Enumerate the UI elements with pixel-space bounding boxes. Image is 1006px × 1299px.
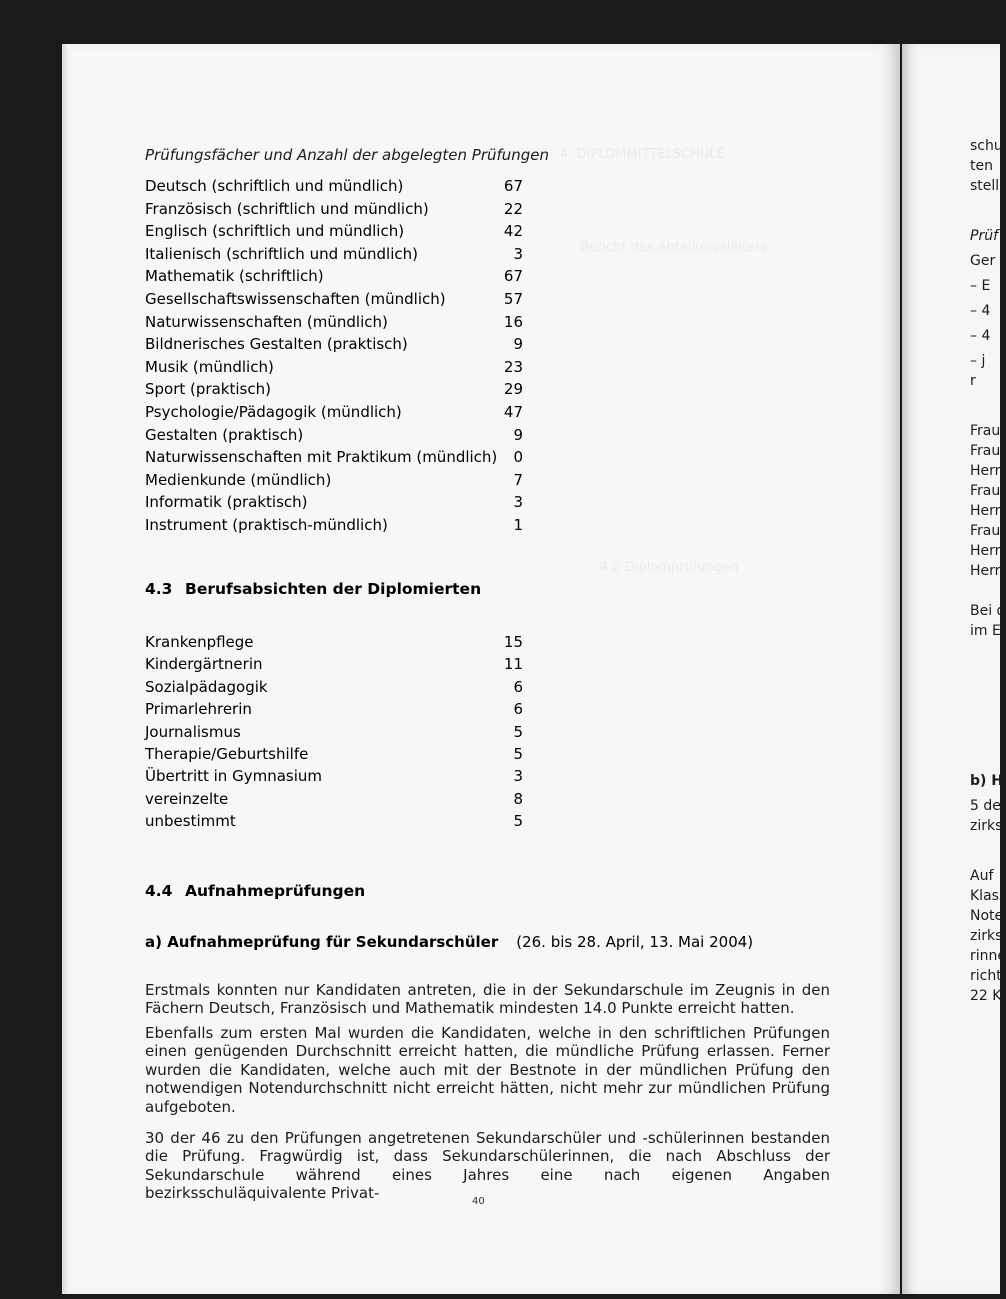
right-page-text-fragment: stell bbox=[970, 178, 1000, 194]
right-page-text-fragment: Klass bbox=[970, 888, 1006, 904]
exam-subject-row-count: 1 bbox=[513, 515, 523, 534]
exam-subject-row-label: Deutsch (schriftlich und mündlich) bbox=[145, 177, 404, 195]
career-row-count: 5 bbox=[513, 812, 523, 831]
career-row-count: 5 bbox=[513, 722, 523, 741]
show-through-text: 4.2 Diplomprüfungen bbox=[600, 560, 739, 575]
right-page-text-fragment: Ger bbox=[970, 253, 996, 269]
right-page-text-fragment: b) H bbox=[970, 773, 1004, 789]
paragraph: 30 der 46 zu den Prüfungen angetretenen Sekundarschüler und -schülerinnen bestanden die Prüfung. Fragwürdig ist, dass Sekundarschülerinnen, die nach Abschluss der Sekundarschule während eines Jahres eine nach eigenen Angaben bezirksschuläquivalente Privat- bbox=[145, 1129, 830, 1203]
exam-subject-row-label: Italienisch (schriftlich und mündlich) bbox=[145, 244, 418, 263]
right-page-text-fragment: zirks bbox=[970, 818, 1003, 834]
exam-subject-row-count: 67 bbox=[503, 267, 523, 286]
right-page-text-fragment: richt bbox=[970, 968, 1002, 984]
section-number: 4.3 bbox=[145, 580, 173, 598]
exam-subject-row-label: Mathematik (schriftlich) bbox=[145, 267, 324, 286]
exam-subject-row-label: Medienkunde (mündlich) bbox=[145, 470, 332, 489]
right-page-text-fragment: 5 de bbox=[970, 798, 1001, 814]
right-page-text-fragment: ten bbox=[970, 158, 993, 174]
exam-table-title: Prüfungsfächer und Anzahl der abgelegten Prüfungen bbox=[145, 146, 550, 164]
right-page-text-fragment: Frau bbox=[970, 423, 1001, 439]
exam-subject-row-count: 3 bbox=[513, 244, 523, 263]
career-row-count: 15 bbox=[503, 633, 523, 651]
section-heading-4-3 bbox=[145, 580, 481, 598]
right-page-text-fragment: Auf bbox=[970, 868, 994, 884]
career-row-count: 6 bbox=[513, 677, 523, 696]
career-row-count: 5 bbox=[513, 744, 523, 763]
subsection-title: a) Aufnahmeprüfung für Sekundarschüler bbox=[145, 933, 499, 951]
exam-subject-row-label: Instrument (praktisch-mündlich) bbox=[145, 515, 388, 534]
exam-subject-row-label: Bildnerisches Gestalten (praktisch) bbox=[145, 335, 408, 354]
right-page-text-fragment: Herr bbox=[970, 463, 1001, 479]
right-page-text-fragment: Frau bbox=[970, 443, 1001, 459]
career-row-label: unbestimmt bbox=[145, 812, 236, 831]
right-page-text-fragment: schu bbox=[970, 138, 1003, 154]
right-page-text-fragment: Herr bbox=[970, 543, 1001, 559]
right-page-text-fragment: Bei d bbox=[970, 603, 1006, 619]
show-through-text: Bericht des Abteilungsleiters bbox=[580, 240, 768, 255]
page-number: 40 bbox=[472, 1196, 485, 1207]
career-row-label: Journalismus bbox=[145, 722, 241, 741]
section-number: 4.4 bbox=[145, 882, 173, 900]
exam-subject-row-count: 16 bbox=[503, 312, 523, 331]
exam-subject-row-label: Naturwissenschaften (mündlich) bbox=[145, 312, 388, 331]
exam-subject-row-count: 67 bbox=[503, 177, 523, 195]
section-heading-4-4 bbox=[145, 882, 365, 900]
right-page-text-fragment: rinne bbox=[970, 948, 1006, 964]
right-page-text-fragment: Prüf bbox=[970, 228, 998, 244]
paragraph: Ebenfalls zum ersten Mal wurden die Kandidaten, welche in den schriftlichen Prüfungen einen genügenden Durchschnitt erreicht hatten, die mündliche Prüfung erlassen. Ferner wurden die Kandidaten, welche auch mit der Bestnote in der mündlichen Prüfung den notwendigen Notendurchschnitt nicht erreicht hätten, nicht mehr zur mündlichen Prüfung aufgeboten. bbox=[145, 1024, 830, 1116]
career-row-count: 6 bbox=[513, 700, 523, 719]
exam-subject-row-label: Französisch (schriftlich und mündlich) bbox=[145, 199, 429, 218]
exam-subject-row-count: 9 bbox=[513, 425, 523, 444]
career-row-label: Kindergärtnerin bbox=[145, 655, 263, 674]
career-row-label: vereinzelte bbox=[145, 789, 229, 808]
career-row-label: Übertritt in Gymnasium bbox=[145, 767, 322, 786]
exam-subject-row-label: Sport (praktisch) bbox=[145, 380, 271, 399]
right-page-text-fragment: Frau bbox=[970, 483, 1001, 499]
right-page-text-fragment: 22 K bbox=[970, 988, 1002, 1004]
right-page-fragment bbox=[902, 44, 1006, 1294]
career-row-label: Sozialpädagogik bbox=[145, 677, 268, 696]
show-through-text: 4. DIPLOMMITTELSCHULE bbox=[560, 147, 725, 162]
page-edge-shadow bbox=[62, 44, 70, 1294]
exam-subject-row-label: Informatik (praktisch) bbox=[145, 493, 308, 512]
right-page-text-fragment: Herr bbox=[970, 563, 1001, 579]
career-row-label: Krankenpflege bbox=[145, 633, 254, 651]
exam-subject-row-count: 0 bbox=[513, 448, 523, 467]
career-row-label: Therapie/Geburtshilfe bbox=[145, 744, 309, 763]
right-page-text-fragment: r bbox=[970, 373, 976, 389]
exam-subject-row-label: Englisch (schriftlich und mündlich) bbox=[145, 222, 405, 241]
right-page-text-fragment: zirks bbox=[970, 928, 1003, 944]
right-page-text-fragment: im E bbox=[970, 623, 1001, 639]
exam-subject-row-count: 3 bbox=[513, 493, 523, 512]
exam-subject-row-count: 22 bbox=[503, 199, 523, 218]
right-page-text-fragment: Herr bbox=[970, 503, 1001, 519]
subsection-dates: (26. bis 28. April, 13. Mai 2004) bbox=[516, 933, 754, 951]
section-title: Berufsabsichten der Diplomierten bbox=[185, 580, 482, 598]
subsection-heading-a bbox=[145, 933, 753, 951]
exam-subject-row-count: 47 bbox=[503, 402, 523, 421]
exam-subject-row-count: 42 bbox=[503, 222, 523, 241]
right-page-text-fragment: Note bbox=[970, 908, 1004, 924]
exam-subject-row-label: Musik (mündlich) bbox=[145, 357, 274, 376]
exam-subject-row-label: Gestalten (praktisch) bbox=[145, 425, 304, 444]
paragraph: Erstmals konnten nur Kandidaten antreten, die in der Sekundarschule im Zeugnis in den Fächern Deutsch, Französisch und Mathematik mindesten 14.0 Punkte erreicht hatten. bbox=[145, 981, 830, 1018]
exam-subject-row-label: Psychologie/Pädagogik (mündlich) bbox=[145, 402, 402, 421]
exam-subject-row-count: 23 bbox=[503, 357, 523, 376]
career-row-count: 11 bbox=[503, 655, 523, 674]
right-page-text-fragment: – E bbox=[970, 278, 991, 294]
career-row-count: 3 bbox=[513, 767, 523, 786]
exam-subject-row-count: 29 bbox=[503, 380, 523, 399]
right-page-text-fragment: – 4 bbox=[970, 328, 991, 344]
section-title: Aufnahmeprüfungen bbox=[185, 882, 366, 900]
exam-subject-row-label: Gesellschaftswissenschaften (mündlich) bbox=[145, 289, 446, 308]
exam-subject-row-count: 9 bbox=[513, 335, 523, 354]
right-page-text-fragment: – j bbox=[970, 353, 986, 369]
exam-subject-row-count: 7 bbox=[513, 470, 523, 489]
career-row-label: Primarlehrerin bbox=[145, 700, 252, 719]
career-row-count: 8 bbox=[513, 789, 523, 808]
right-page-text-fragment: – 4 bbox=[970, 303, 991, 319]
exam-subject-row-count: 57 bbox=[503, 289, 523, 308]
exam-subject-row-label: Naturwissenschaften mit Praktikum (mündlich) bbox=[145, 448, 498, 467]
right-page-text-fragment: Frau bbox=[970, 523, 1001, 539]
